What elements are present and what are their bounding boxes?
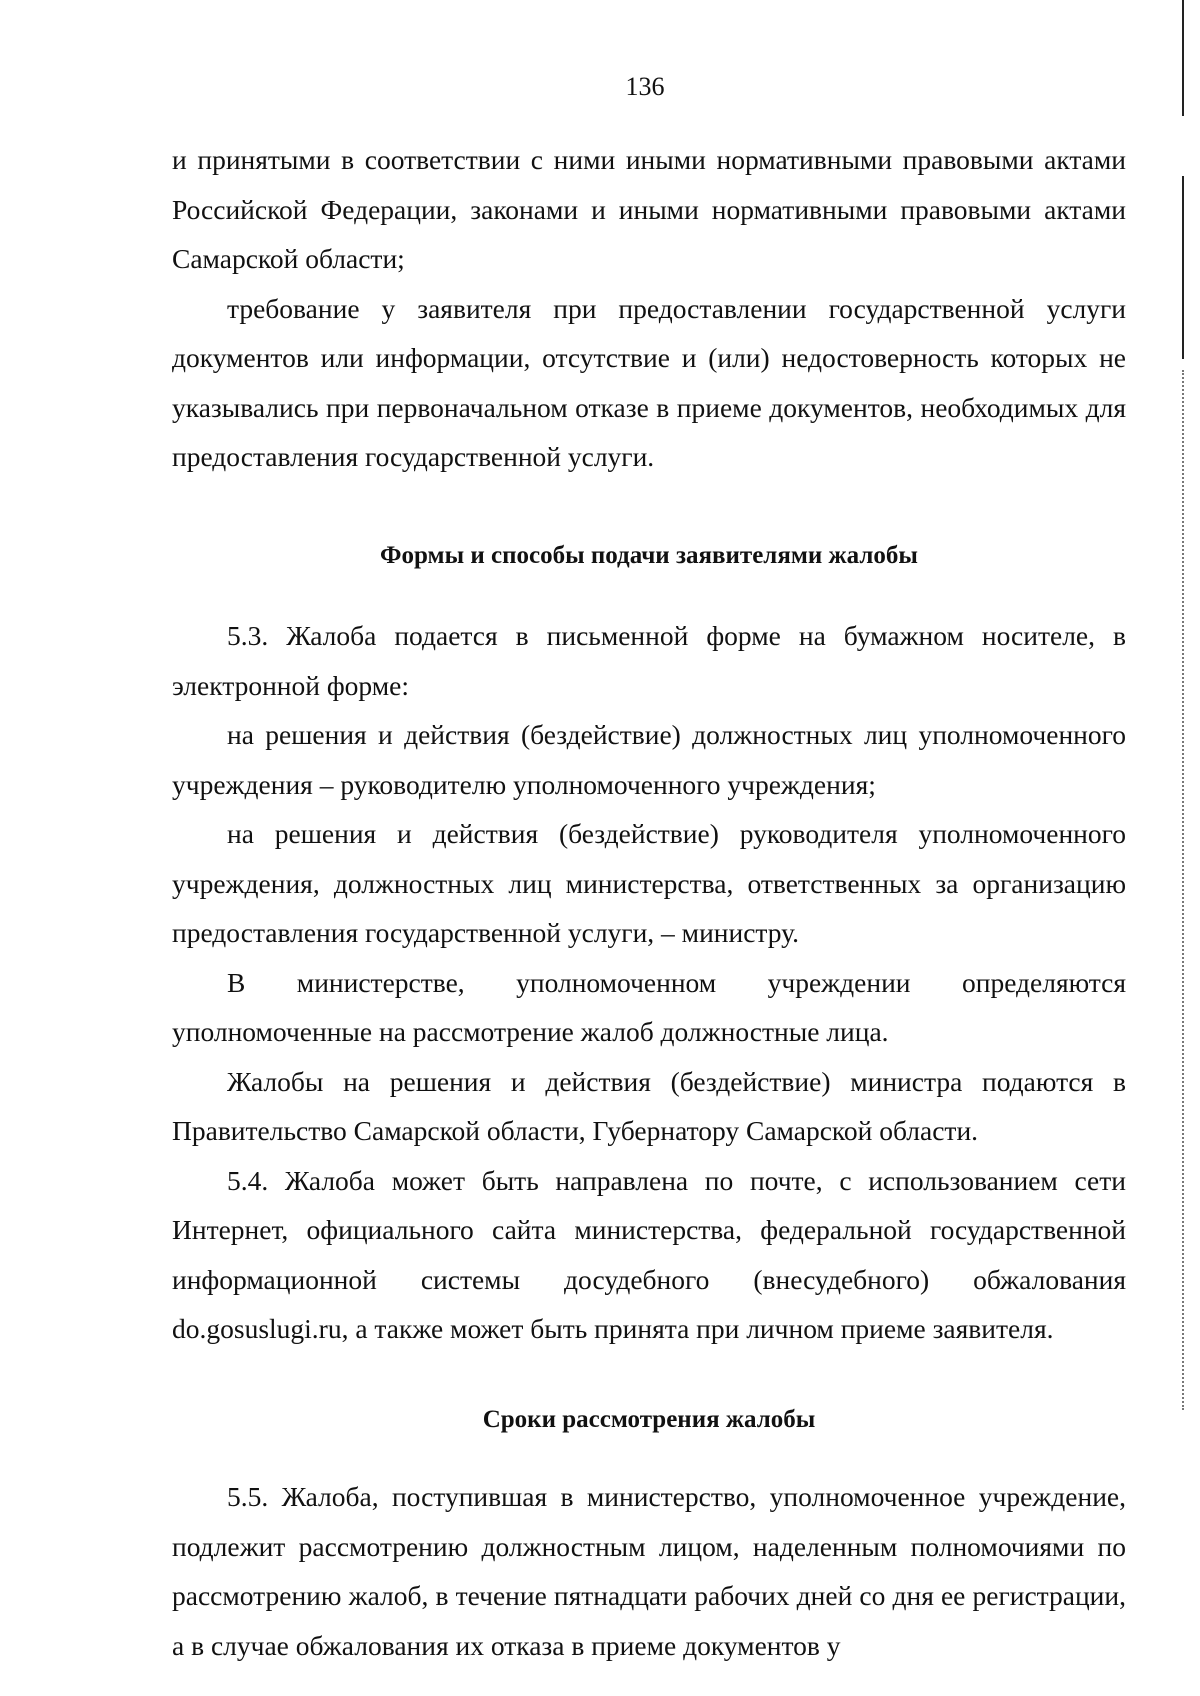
paragraph-complaint-to-head: на решения и действия (бездействие) должностных лиц уполномоченного учреждения – руководителю уполномоченного учреждения; xyxy=(172,719,1126,800)
paragraph-continuation: и принятыми в соответствии с ними иными нормативными правовыми актами Российской Федерации, законами и иными нормативными правовыми актами Самарской области; xyxy=(172,144,1126,274)
scan-margin-dots xyxy=(1180,370,1184,1410)
paragraph-complaint-to-minister: на решения и действия (бездействие) руководителя уполномоченного учреждения, должностных лиц министерства, ответственных за организацию предоставления государственной услуги, – министру. xyxy=(172,818,1126,948)
paragraph-requirement: требование у заявителя при предоставлении государственной услуги документов или информации, отсутствие и (или) недостоверность которых не указывались при первоначальном отказе в приеме документов, необходимых для предоставления государственной услуги. xyxy=(172,292,1126,472)
paragraph-5-3: 5.3. Жалоба подается в письменной форме на бумажном носителе, в электронной форме: xyxy=(172,620,1126,701)
paragraph-authorized-officials: В министерстве, уполномоченном учреждении определяются уполномоченные на рассмотрение жалоб должностные лица. xyxy=(172,966,1126,1047)
section-heading-review-terms: Сроки рассмотрения жалобы xyxy=(482,1405,816,1433)
paragraph-complaints-about-minister: Жалобы на решения и действия (бездействие) министра подаются в Правительство Самарской области, Губернатору Самарской области. xyxy=(172,1065,1126,1146)
scan-margin-line xyxy=(1182,0,1184,116)
section-heading-complaint-forms: Формы и способы подачи заявителями жалобы xyxy=(380,541,918,569)
document-body xyxy=(172,135,1126,1670)
paragraph-5-5: 5.5. Жалоба, поступившая в министерство, уполномоченное учреждение, подлежит рассмотрению должностным лицом, наделенным полномочиями по рассмотрению жалоб, в течение пятнадцати рабочих дней со дня ее регистрации, а в случае обжалования их отказа в приеме документов у xyxy=(172,1481,1126,1661)
page-number: 136 xyxy=(625,72,665,101)
paragraph-5-4: 5.4. Жалоба может быть направлена по почте, с использованием сети Интернет, официального сайта министерства, федеральной государственной информационной системы досудебного (внесудебного) обжалования do.gosuslugi.ru, а также может быть принята при личном приеме заявителя. xyxy=(172,1164,1126,1344)
scan-margin-line xyxy=(1182,176,1184,359)
